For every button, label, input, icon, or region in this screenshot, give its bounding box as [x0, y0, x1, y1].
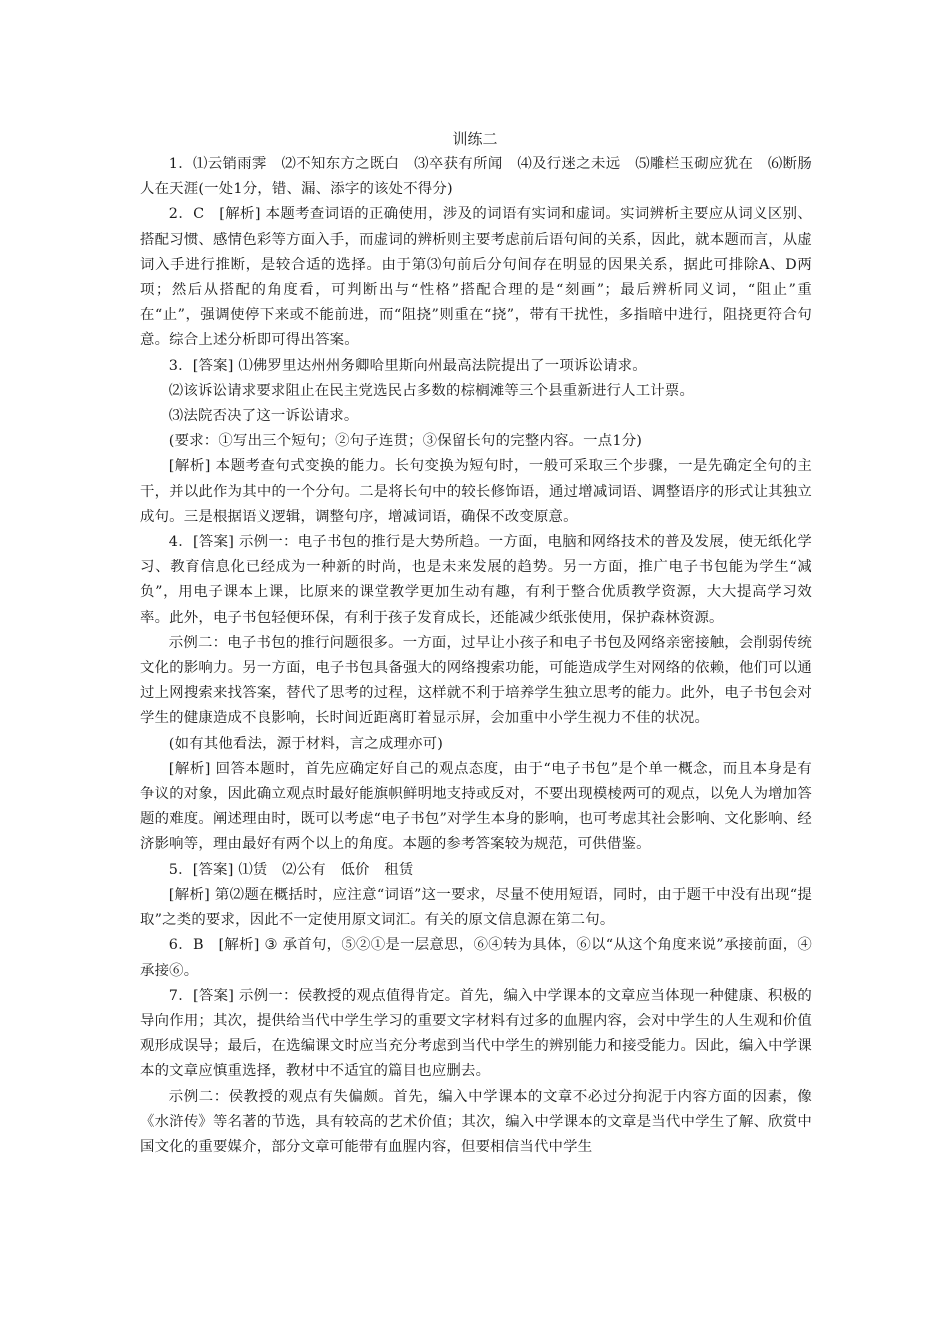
- page-title: 训练二: [452, 130, 498, 148]
- paragraph: 2．C [解析] 本题考查词语的正确使用，涉及的词语有实词和虚词。实词辨析主要应从词义区别、搭配习惯、感情色彩等方面入手，而虚词的辨析则主要考虑前后语句间的关系，因此，就本题而言，从虚词入手进行推断，是较合适的选择。由于第⑶句前后分句间存在明显的因果关系，据此可排除A、D两项；然后从搭配的角度看，可判断出与“性格”搭配合理的是“刻画”；最后辨析同义词，“阻止”重在“止”，强调使停下来或不能前进，而“阻挠”则重在“挠”，带有干扰性，多指暗中进行，阻挠更符合句意。综合上述分析即可得出答案。: [140, 206, 812, 349]
- paragraph: 示例二：电子书包的推行问题很多。一方面，过早让小孩子和电子书包及网络亲密接触，会削弱传统文化的影响力。另一方面，电子书包具备强大的网络搜索功能，可能造成学生对网络的依赖，他们可以通过上网搜索来找答案，替代了思考的过程，这样就不利于培养学生独立思考的能力。此外，电子书包会对学生的健康造成不良影响，长时间近距离盯着显示屏，会加重中小学生视力不佳的状况。: [140, 634, 812, 727]
- paragraph: 7．[答案] 示例一：侯教授的观点值得肯定。首先，编入中学课本的文章应当体现一种健康、积极的导向作用；其次，提供给当代中学生学习的重要文字材料有过多的血腥内容，会对中学生的人生观和价值观形成误导；最后，在选编课文时应当充分考虑到当代中学生的辨别能力和接受能力。因此，编入中学课本的文章应慎重选择，教材中不适宜的篇目也应删去。: [140, 987, 812, 1080]
- paragraph: 5．[答案] ⑴赁 ⑵公有 低价 租赁: [168, 861, 414, 878]
- paragraph: ⑵该诉讼请求要求阻止在民主党选民占多数的棕榈滩等三个县重新进行人工计票。: [168, 382, 695, 399]
- paragraph: 示例二：侯教授的观点有失偏颇。首先，编入中学课本的文章不必过分拘泥于内容方面的因素，像《水浒传》等名著的节选，具有较高的艺术价值；其次，编入中学课本的文章是当代中学生了解、欣赏中国文化的重要媒介，部分文章可能带有血腥内容，但要相信当代中学生: [140, 1088, 812, 1155]
- document-body: [140, 152, 812, 1160]
- paragraph: [解析] 第⑵题在概括时，应注意“词语”这一要求，尽量不使用短语，同时，由于题干中没有出现“提取”之类的要求，因此不一定使用原文词汇。有关的原文信息源在第二句。: [140, 886, 812, 929]
- paragraph: (如有其他看法，源于材料，言之成理亦可): [168, 735, 444, 752]
- paragraph: 3．[答案] ⑴佛罗里达州州务卿哈里斯向州最高法院提出了一项诉讼请求。: [168, 357, 647, 374]
- paragraph: 1．⑴云销雨霁 ⑵不知东方之既白 ⑶卒获有所闻 ⑷及行迷之未远 ⑸雕栏玉砌应犹在 ⑹断肠人在天涯(一处1分，错、漏、添字的该处不得分): [140, 156, 812, 198]
- paragraph: ⑶法院否决了这一诉讼请求。: [168, 408, 359, 425]
- paragraph: 6．B [解析] ③ 承首句，⑤②①是一层意思，⑥④转为具体，⑥以“从这个角度来说”承接前面，④承接⑥。: [140, 937, 812, 979]
- paragraph: (要求：①写出三个短句；②句子连贯；③保留长句的完整内容。一点1分): [168, 433, 643, 450]
- paragraph: [解析] 回答本题时，首先应确定好自己的观点态度，由于“电子书包”是个单一概念，而且本身是有争议的对象，因此确立观点时最好能旗帜鲜明地支持或反对，不要出现模棱两可的观点，以免人为增加答题的难度。阐述理由时，既可以考虑“电子书包”对学生本身的影响，也可考虑其社会影响、文化影响、经济影响等，理由最好有两个以上的角度。本题的参考答案较为规范，可供借鉴。: [140, 760, 812, 853]
- paragraph: [解析] 本题考查句式变换的能力。长句变换为短句时，一般可采取三个步骤，一是先确定全句的主干，并以此作为其中的一个分句。二是将长句中的较长修饰语，通过增减词语、调整语序的形式让其独立成句。三是根据语义逻辑，调整句序，增减词语，确保不改变原意。: [140, 458, 812, 525]
- paragraph: 4．[答案] 示例一：电子书包的推行是大势所趋。一方面，电脑和网络技术的普及发展，使无纸化学习、教育信息化已经成为一种新的时尚，也是未来发展的趋势。另一方面，推广电子书包能为学生“减负”，用电子课本上课，比原来的课堂教学更加生动有趣，有利于整合优质教学资源，大大提高学习效率。此外，电子书包轻便环保，有利于孩子发育成长，还能减少纸张使用，保护森林资源。: [140, 534, 812, 626]
